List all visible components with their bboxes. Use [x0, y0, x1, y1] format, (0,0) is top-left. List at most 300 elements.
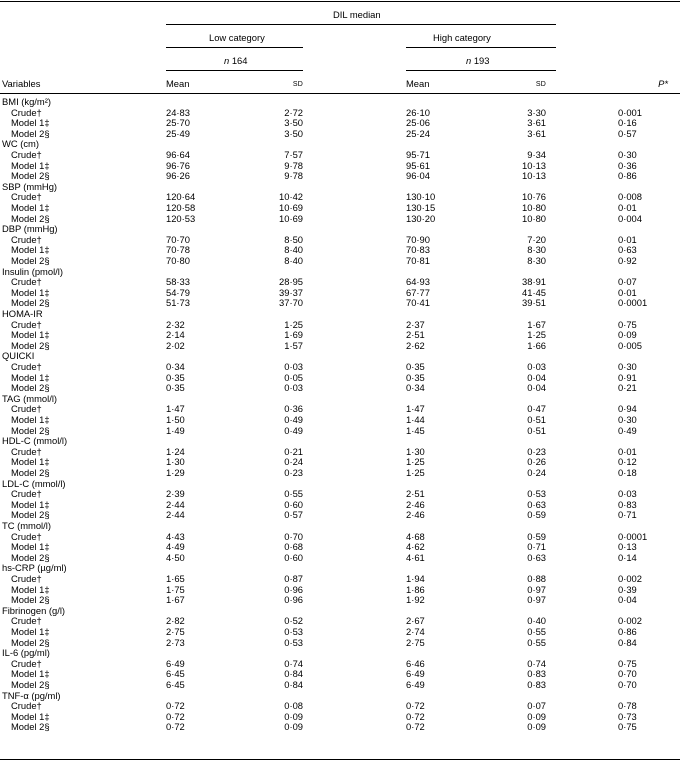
p-value-cell: 0·18 [618, 467, 637, 478]
high-n-value: 193 [473, 55, 490, 66]
high-sd-cell: 0·24 [527, 467, 546, 478]
p-value-cell: 0·30 [618, 361, 637, 372]
low-sd-cell: 1·25 [284, 318, 303, 330]
high-sd-cell: 7·20 [527, 233, 546, 245]
p-value-cell: 0·83 [618, 498, 637, 510]
low-mean-cell: 2·02 [166, 339, 185, 351]
row-label: Crude† [11, 149, 42, 160]
high-mean-cell: 130·10 [406, 191, 436, 203]
variable-group-label: Insulin (pmol/l) [2, 265, 63, 277]
p-value-cell: 0·09 [618, 329, 637, 341]
row-label: Model 1‡ [11, 414, 50, 425]
n-symbol: n [224, 55, 230, 66]
high-mean-cell: 64·93 [406, 276, 430, 288]
low-n-rule [166, 70, 303, 71]
high-sd-cell: 3·30 [527, 106, 546, 118]
low-mean-cell: 2·39 [166, 488, 185, 500]
row-label: Model 2§ [11, 551, 50, 563]
row-label: Model 2§ [11, 297, 50, 309]
row-label: Crude† [11, 403, 42, 415]
high-sd-cell: 10·13 [522, 159, 546, 171]
row-label: Crude† [11, 657, 42, 669]
low-mean-cell: 4·49 [166, 541, 185, 553]
row-label: Model 2§ [11, 170, 50, 182]
low-mean-cell: 120·64 [166, 191, 196, 203]
low-sd-cell: 0·49 [284, 424, 303, 436]
low-category-label: Low category [209, 32, 265, 43]
low-sd-cell: 0·60 [284, 551, 303, 563]
row-label: Model 1‡ [11, 329, 50, 341]
high-sd-cell: 0·09 [527, 710, 546, 722]
low-sd-cell: 0·53 [284, 636, 303, 648]
row-label: Model 2§ [11, 382, 50, 394]
high-mean-cell: 1·45 [406, 424, 425, 436]
n-symbol: n [466, 55, 472, 66]
p-value-cell: 0·01 [618, 286, 637, 298]
row-label: Model 1‡ [11, 668, 50, 680]
p-header: P* [658, 78, 668, 89]
high-sd-cell: 1·66 [527, 339, 546, 351]
row-label: Model 1‡ [11, 371, 50, 383]
row-label: Crude† [11, 318, 42, 330]
variable-group-label: hs-CRP (µg/ml) [2, 562, 67, 574]
variable-group-label: Fibrinogen (g/l) [2, 604, 66, 616]
low-sd-cell: 10·42 [279, 191, 303, 203]
high-sd-cell: 0·07 [527, 700, 546, 712]
high-mean-cell: 2·46 [406, 498, 425, 510]
high-mean-header: Mean [406, 78, 430, 89]
low-mean-cell: 0·72 [166, 721, 185, 733]
high-mean-cell: 95·61 [406, 159, 430, 171]
row-label: Model 2§ [11, 212, 50, 224]
high-mean-cell: 130·15 [406, 202, 436, 213]
low-sd-cell: 1·57 [284, 339, 303, 351]
high-mean-cell: 2·51 [406, 329, 425, 341]
high-sd-cell: 0·59 [527, 530, 546, 542]
high-mean-cell: 2·37 [406, 318, 425, 330]
p-value-cell: 0·75 [618, 657, 637, 669]
low-mean-cell: 51·73 [166, 297, 190, 309]
high-mean-cell: 2·46 [406, 509, 425, 521]
high-sd-cell: 0·55 [527, 636, 546, 648]
high-sd-cell: 3·61 [527, 117, 546, 129]
row-label: Crude† [11, 445, 42, 457]
low-sd-cell: 0·55 [284, 488, 303, 500]
header-bottom-rule [0, 93, 680, 94]
low-sd-cell: 9·78 [284, 159, 303, 171]
high-sd-cell: 0·26 [527, 456, 546, 468]
high-mean-cell: 96·04 [406, 170, 430, 182]
row-label: Model 2§ [11, 594, 50, 606]
low-mean-cell: 2·14 [166, 329, 185, 341]
low-mean-cell: 25·49 [166, 127, 190, 139]
low-sd-cell: 0·52 [284, 615, 303, 627]
variable-group-label: LDL-C (mmol/l) [2, 477, 66, 489]
high-sd-cell: 41·45 [522, 286, 546, 298]
low-sd-cell: 8·50 [284, 233, 303, 245]
high-category-label: High category [433, 32, 491, 43]
p-value-cell: 0·71 [618, 509, 637, 521]
variables-header: Variables [2, 78, 41, 89]
row-label: Model 1‡ [11, 710, 50, 722]
row-label: Model 1‡ [11, 626, 50, 637]
high-sd-cell: 39·51 [522, 297, 546, 309]
p-value-cell: 0·14 [618, 551, 637, 563]
high-sd-cell: 1·25 [527, 329, 546, 341]
low-mean-cell: 1·67 [166, 594, 185, 606]
low-sd-cell: 0·36 [284, 403, 303, 415]
low-sd-cell: 28·95 [279, 276, 303, 288]
high-mean-cell: 0·72 [406, 710, 425, 722]
high-sd-cell: 0·40 [527, 615, 546, 627]
bottom-rule [0, 759, 680, 760]
high-sd-cell: 0·09 [527, 721, 546, 733]
low-mean-cell: 0·72 [166, 710, 185, 722]
low-mean-cell: 1·49 [166, 424, 185, 436]
p-value-cell: 0·86 [618, 170, 637, 182]
variable-group-label: WC (cm) [2, 138, 39, 150]
variable-group-label: TNF-α (pg/ml) [2, 689, 61, 701]
high-mean-cell: 70·83 [406, 244, 430, 256]
low-sd-cell: 0·03 [284, 382, 303, 394]
low-sd-cell: 0·05 [284, 371, 303, 383]
low-mean-cell: 1·29 [166, 467, 185, 478]
low-mean-cell: 1·50 [166, 414, 185, 425]
high-sd-header: SD [535, 81, 546, 88]
low-sd-cell: 39·37 [279, 286, 303, 298]
variable-group-label: BMI (kg/m²) [2, 96, 51, 107]
p-value-cell: 0·004 [618, 212, 642, 224]
p-value-cell: 0·36 [618, 159, 637, 171]
low-sd-cell: 3·50 [284, 117, 303, 129]
high-mean-cell: 1·86 [406, 583, 425, 595]
variable-group-label: DBP (mmHg) [2, 223, 58, 235]
low-mean-cell: 58·33 [166, 276, 190, 288]
low-sd-cell: 0·21 [284, 445, 303, 457]
high-sd-cell: 0·04 [527, 382, 546, 394]
p-value-cell: 0·07 [618, 276, 637, 288]
p-value-cell: 0·94 [618, 403, 637, 415]
high-sd-cell: 0·59 [527, 509, 546, 521]
high-mean-cell: 2·75 [406, 636, 425, 648]
row-label: Crude† [11, 615, 42, 627]
p-value-cell: 0·0001 [618, 297, 648, 309]
high-sd-cell: 0·51 [527, 424, 546, 436]
low-sd-cell: 2·72 [284, 106, 303, 118]
p-value-cell: 0·86 [618, 626, 637, 637]
low-sd-cell: 10·69 [279, 202, 303, 213]
low-sd-cell: 0·23 [284, 467, 303, 478]
low-sd-cell: 0·68 [284, 541, 303, 553]
high-sd-cell: 0·88 [527, 573, 546, 584]
p-value-cell: 0·39 [618, 583, 637, 595]
high-sd-cell: 10·76 [522, 191, 546, 203]
p-value-cell: 0·16 [618, 117, 637, 129]
high-sd-cell: 0·83 [527, 668, 546, 680]
high-mean-cell: 130·20 [406, 212, 436, 224]
high-mean-cell: 1·47 [406, 403, 425, 415]
low-sd-cell: 0·53 [284, 626, 303, 637]
p-value-cell: 0·57 [618, 127, 637, 139]
row-label: Model 2§ [11, 255, 50, 266]
low-sd-cell: 0·74 [284, 657, 303, 669]
p-value-cell: 0·13 [618, 541, 637, 553]
high-sd-cell: 0·71 [527, 541, 546, 553]
variable-group-label: TAG (mmol/l) [2, 392, 58, 404]
low-mean-cell: 1·75 [166, 583, 185, 595]
variable-group-label: HDL-C (mmol/l) [2, 435, 68, 447]
p-value-cell: 0·30 [618, 149, 637, 160]
low-mean-cell: 25·70 [166, 117, 190, 129]
p-value-cell: 0·75 [618, 721, 637, 733]
low-mean-cell: 96·26 [166, 170, 190, 182]
high-sd-cell: 0·47 [527, 403, 546, 415]
high-sd-cell: 0·83 [527, 679, 546, 690]
high-n-rule [406, 70, 556, 71]
row-label: Model 1‡ [11, 583, 50, 595]
p-value-cell: 0·84 [618, 636, 637, 648]
high-mean-cell: 0·72 [406, 721, 425, 733]
low-sd-cell: 0·96 [284, 583, 303, 595]
high-sd-cell: 0·04 [527, 371, 546, 383]
low-mean-cell: 70·70 [166, 233, 190, 245]
top-rule [0, 1, 680, 2]
p-value-cell: 0·03 [618, 488, 637, 500]
low-mean-cell: 70·80 [166, 255, 190, 266]
low-mean-cell: 96·76 [166, 159, 190, 171]
high-sd-cell: 0·97 [527, 583, 546, 595]
low-mean-cell: 2·32 [166, 318, 185, 330]
row-label: Crude† [11, 700, 42, 712]
low-sd-cell: 9·78 [284, 170, 303, 182]
row-label: Model 2§ [11, 679, 50, 690]
high-mean-cell: 70·81 [406, 255, 430, 266]
row-label: Crude† [11, 233, 42, 245]
high-sd-cell: 0·63 [527, 551, 546, 563]
row-label: Model 1‡ [11, 202, 50, 213]
low-mean-cell: 1·24 [166, 445, 185, 457]
low-sd-cell: 0·49 [284, 414, 303, 425]
high-mean-cell: 2·74 [406, 626, 425, 637]
low-mean-cell: 1·30 [166, 456, 185, 468]
high-mean-cell: 6·49 [406, 679, 425, 690]
row-label: Crude† [11, 488, 42, 500]
p-value-cell: 0·63 [618, 244, 637, 256]
low-sd-cell: 37·70 [279, 297, 303, 309]
low-sd-cell: 0·87 [284, 573, 303, 584]
variable-group-label: HOMA-IR [2, 308, 43, 319]
row-label: Model 2§ [11, 467, 50, 478]
p-value-cell: 0·91 [618, 371, 637, 383]
high-mean-cell: 1·92 [406, 594, 425, 606]
low-sd-cell: 0·96 [284, 594, 303, 606]
high-sd-cell: 8·30 [527, 244, 546, 256]
high-sd-cell: 9·34 [527, 149, 546, 160]
low-sd-cell: 0·03 [284, 361, 303, 372]
low-sd-cell: 1·69 [284, 329, 303, 341]
row-label: Crude† [11, 276, 42, 288]
high-mean-cell: 4·68 [406, 530, 425, 542]
low-mean-cell: 2·44 [166, 509, 185, 521]
p-value-cell: 0·005 [618, 339, 642, 351]
row-label: Model 2§ [11, 636, 50, 648]
row-label: Model 1‡ [11, 286, 50, 298]
low-mean-cell: 6·49 [166, 657, 185, 669]
high-mean-cell: 95·71 [406, 149, 430, 160]
high-sd-cell: 0·63 [527, 498, 546, 510]
high-mean-cell: 1·44 [406, 414, 425, 425]
high-mean-cell: 0·34 [406, 382, 425, 394]
low-mean-cell: 1·65 [166, 573, 185, 584]
low-sd-cell: 0·09 [284, 710, 303, 722]
p-value-cell: 0·70 [618, 679, 637, 690]
high-mean-cell: 1·94 [406, 573, 425, 584]
high-mean-cell: 6·46 [406, 657, 425, 669]
high-mean-cell: 25·06 [406, 117, 430, 129]
low-sd-cell: 0·60 [284, 498, 303, 510]
row-label: Model 2§ [11, 127, 50, 139]
high-sd-cell: 10·80 [522, 212, 546, 224]
high-mean-cell: 2·62 [406, 339, 425, 351]
low-mean-cell: 0·35 [166, 371, 185, 383]
high-sd-cell: 1·67 [527, 318, 546, 330]
low-mean-cell: 4·50 [166, 551, 185, 563]
row-label: Model 1‡ [11, 159, 50, 171]
low-sd-cell: 0·08 [284, 700, 303, 712]
high-sd-cell: 0·74 [527, 657, 546, 669]
group-rule [166, 24, 556, 25]
low-mean-cell: 4·43 [166, 530, 185, 542]
row-label: Model 1‡ [11, 117, 50, 129]
low-sd-cell: 10·69 [279, 212, 303, 224]
low-mean-header: Mean [166, 78, 190, 89]
row-label: Crude† [11, 573, 42, 584]
low-category-rule [166, 47, 303, 48]
variable-group-label: IL-6 (pg/ml) [2, 647, 50, 659]
variable-group-label: QUICKI [2, 350, 35, 362]
p-value-cell: 0·49 [618, 424, 637, 436]
high-mean-cell: 70·41 [406, 297, 430, 309]
low-n-value: 164 [231, 55, 248, 66]
high-n-label [466, 55, 489, 66]
high-mean-cell: 2·67 [406, 615, 425, 627]
high-sd-cell: 3·61 [527, 127, 546, 139]
row-label: Model 2§ [11, 424, 50, 436]
p-value-cell: 0·78 [618, 700, 637, 712]
low-sd-cell: 0·84 [284, 679, 303, 690]
high-sd-cell: 10·80 [522, 202, 546, 213]
high-sd-cell: 0·55 [527, 626, 546, 637]
group-title: DIL median [333, 9, 381, 20]
low-mean-cell: 0·34 [166, 361, 185, 372]
high-category-rule [406, 47, 556, 48]
p-value-cell: 0·002 [618, 615, 642, 627]
high-mean-cell: 1·30 [406, 445, 425, 457]
low-mean-cell: 2·44 [166, 498, 185, 510]
p-value-cell: 0·01 [618, 445, 637, 457]
low-sd-header: SD [292, 81, 303, 88]
low-mean-cell: 54·79 [166, 286, 190, 298]
p-value-cell: 0·04 [618, 594, 637, 606]
low-mean-cell: 24·83 [166, 106, 190, 118]
high-sd-cell: 38·91 [522, 276, 546, 288]
low-sd-cell: 7·57 [284, 149, 303, 160]
high-sd-cell: 10·13 [522, 170, 546, 182]
p-value-cell: 0·01 [618, 202, 637, 213]
low-mean-cell: 70·78 [166, 244, 190, 256]
p-value-cell: 0·92 [618, 255, 637, 266]
row-label: Crude† [11, 361, 42, 372]
high-sd-cell: 0·97 [527, 594, 546, 606]
high-sd-cell: 0·53 [527, 488, 546, 500]
high-mean-cell: 70·90 [406, 233, 430, 245]
high-mean-cell: 4·61 [406, 551, 425, 563]
high-sd-cell: 8·30 [527, 255, 546, 266]
low-mean-cell: 2·82 [166, 615, 185, 627]
row-label: Crude† [11, 530, 42, 542]
row-label: Model 1‡ [11, 498, 50, 510]
low-sd-cell: 0·09 [284, 721, 303, 733]
high-mean-cell: 26·10 [406, 106, 430, 118]
p-value-cell: 0·01 [618, 233, 637, 245]
low-mean-cell: 96·64 [166, 149, 190, 160]
high-sd-cell: 0·23 [527, 445, 546, 457]
p-value-cell: 0·75 [618, 318, 637, 330]
high-mean-cell: 4·62 [406, 541, 425, 553]
high-mean-cell: 0·35 [406, 361, 425, 372]
high-sd-cell: 0·03 [527, 361, 546, 372]
low-sd-cell: 3·50 [284, 127, 303, 139]
low-mean-cell: 1·47 [166, 403, 185, 415]
p-value-cell: 0·12 [618, 456, 637, 468]
p-value-cell: 0·30 [618, 414, 637, 425]
low-mean-cell: 2·75 [166, 626, 185, 637]
p-value-cell: 0·002 [618, 573, 642, 584]
high-mean-cell: 1·25 [406, 456, 425, 468]
row-label: Model 2§ [11, 721, 50, 733]
p-value-cell: 0·008 [618, 191, 642, 203]
high-mean-cell: 0·35 [406, 371, 425, 383]
low-mean-cell: 0·35 [166, 382, 185, 394]
row-label: Model 2§ [11, 509, 50, 521]
row-label: Model 2§ [11, 339, 50, 351]
p-value-cell: 0·21 [618, 382, 637, 394]
low-mean-cell: 120·58 [166, 202, 196, 213]
high-mean-cell: 1·25 [406, 467, 425, 478]
row-label: Crude† [11, 106, 42, 118]
p-value-cell: 0·0001 [618, 530, 648, 542]
p-value-cell: 0·70 [618, 668, 637, 680]
low-sd-cell: 8·40 [284, 255, 303, 266]
low-sd-cell: 0·24 [284, 456, 303, 468]
high-mean-cell: 6·49 [406, 668, 425, 680]
high-mean-cell: 0·72 [406, 700, 425, 712]
row-label: Crude† [11, 191, 42, 203]
variable-group-label: TC (mmol/l) [2, 520, 51, 531]
row-label: Model 1‡ [11, 541, 50, 553]
low-mean-cell: 120·53 [166, 212, 196, 224]
high-mean-cell: 25·24 [406, 127, 430, 139]
row-label: Model 1‡ [11, 456, 50, 468]
high-mean-cell: 67·77 [406, 286, 430, 298]
low-mean-cell: 0·72 [166, 700, 185, 712]
low-sd-cell: 0·84 [284, 668, 303, 680]
low-mean-cell: 6·45 [166, 679, 185, 690]
low-sd-cell: 8·40 [284, 244, 303, 256]
low-mean-cell: 6·45 [166, 668, 185, 680]
high-mean-cell: 2·51 [406, 488, 425, 500]
p-value-cell: 0·73 [618, 710, 637, 722]
